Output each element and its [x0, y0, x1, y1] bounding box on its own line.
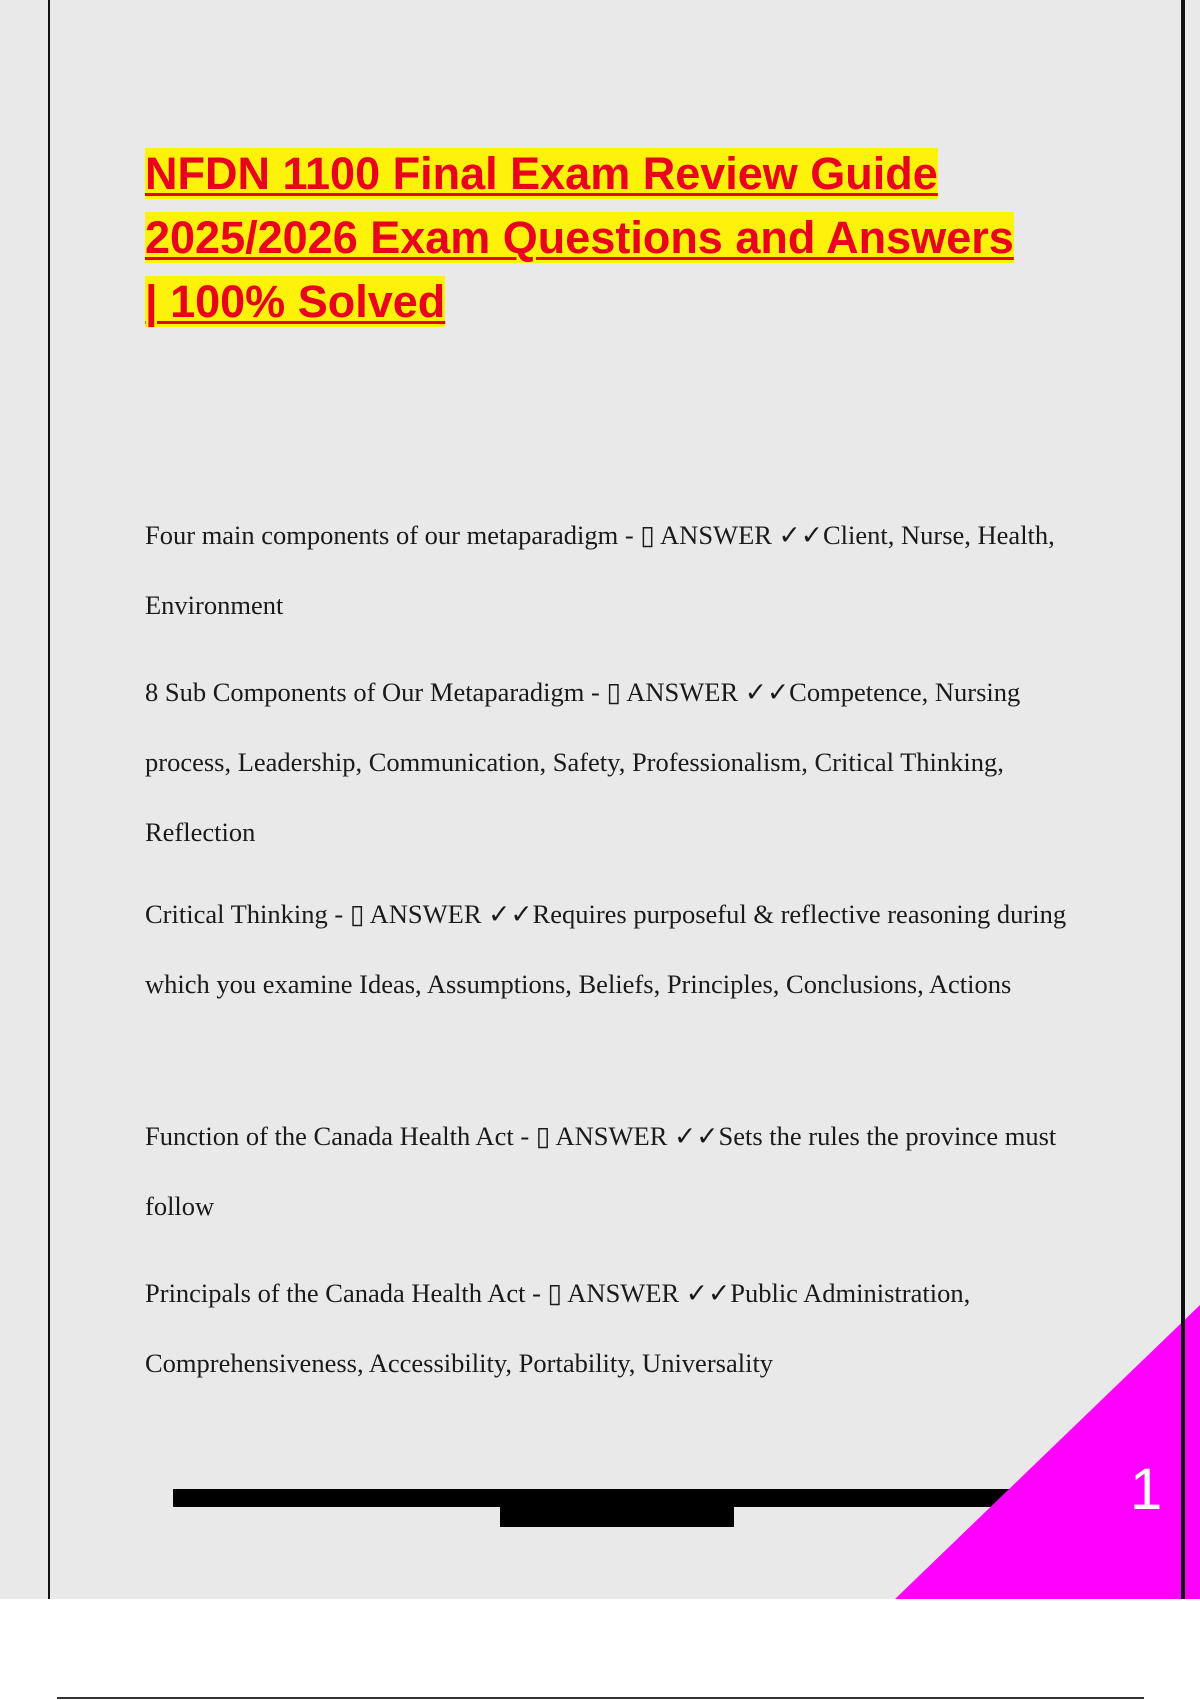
title-line: 2025/2026 Exam Questions and Answers: [145, 212, 1014, 263]
qa-question: Principals of the Canada Health Act: [145, 1278, 526, 1308]
title-line: | 100% Solved: [145, 276, 446, 327]
qa-answer-marker: - ▯ ANSWER ✓✓: [618, 520, 823, 550]
qa-answer: Competence, Nursing process, Leadership, Communication, Safety, Professionalism, Critical Thinking, Reflection: [145, 677, 1021, 847]
bottom-rule: [57, 1697, 1144, 1699]
qa-answer: Requires purposeful & reflective reasoning during which you examine Ideas, Assumptions, Beliefs, Principles, Conclusions, Actions: [145, 899, 1067, 999]
page-number: 1: [1130, 1457, 1163, 1522]
qa-answer: Sets the rules the province must follow: [145, 1121, 1057, 1221]
qa-answer-marker: - ▯ ANSWER ✓✓: [525, 1278, 731, 1308]
qa-answer: Client, Nurse, Health, Environment: [145, 520, 1055, 620]
qa-question: 8 Sub Components of Our Metaparadigm: [145, 677, 585, 707]
qa-answer: Public Administration, Comprehensiveness, Accessibility, Portability, Universality: [145, 1278, 971, 1378]
qa-question: Critical Thinking: [145, 899, 328, 929]
qa-answer-marker: - ▯ ANSWER ✓✓: [327, 899, 533, 929]
qa-question: Four main components of our metaparadigm: [145, 520, 619, 550]
qa-answer-marker: - ▯ ANSWER ✓✓: [584, 677, 790, 707]
title-line: NFDN 1100 Final Exam Review Guide: [145, 148, 938, 199]
qa-question: Function of the Canada Health Act: [145, 1121, 514, 1151]
qa-answer-marker: - ▯ ANSWER ✓✓: [513, 1121, 719, 1151]
